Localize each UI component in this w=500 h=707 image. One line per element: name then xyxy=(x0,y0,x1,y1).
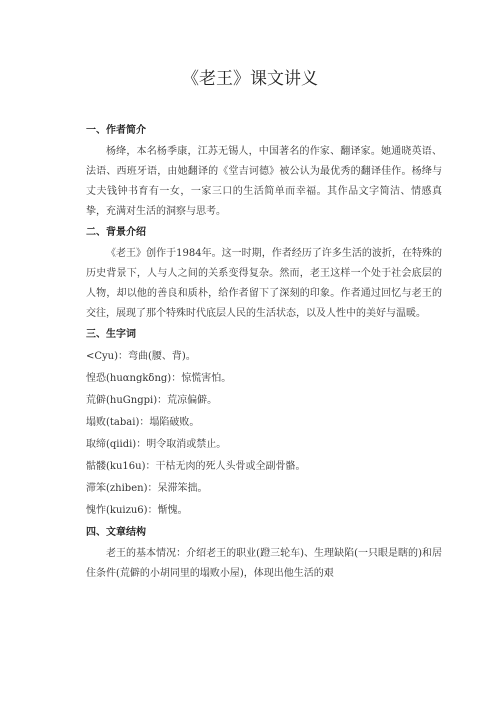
section-structure xyxy=(86,522,442,584)
vocab-item: 取缔(qiidi)：明令取消或禁止。 xyxy=(86,439,227,450)
vocab-item: 塌败(tabai)：塌陷破败。 xyxy=(86,417,200,428)
vocab-item: 滞笨(zhiben)：呆滞笨拙。 xyxy=(86,483,208,494)
vocab-item: 骷髅(ku16u)：干枯无肉的死人头骨或全副骨骼。 xyxy=(86,461,306,472)
section-vocabulary xyxy=(86,324,442,522)
vocab-item: 荒僻(huGngpi)：荒凉偏僻。 xyxy=(86,395,218,406)
vocab-item: 愧怍(kuizu6)：惭愧。 xyxy=(86,505,188,516)
section-heading: 二、背景介绍 xyxy=(86,227,146,238)
document-title: 《老王》课文讲义 xyxy=(182,69,318,89)
paragraph: 杨绛，本名杨季康，江苏无锡人，中国著名的作家、翻译家。她通晓英语、法语、西班牙语，由她翻译的《堂吉诃德》被公认为最优秀的翻译佳作。杨绛与丈夫钱钟书育有一女，一家三口的生活简单而幸福。其作品文字简洁、情感真挚，充满对生活的洞察与思考。 xyxy=(86,146,442,217)
vocab-item: 惶恐(huαngkδng)：惊慌害怕。 xyxy=(86,373,232,384)
section-author xyxy=(86,120,442,222)
section-heading: 三、生字词 xyxy=(86,329,136,340)
section-background xyxy=(86,222,442,324)
section-heading: 一、作者简介 xyxy=(86,125,146,136)
section-heading: 四、文章结构 xyxy=(86,527,146,538)
paragraph: 老王的基本情况：介绍老王的职业(蹬三轮车)、生理缺陷(一只眼是瞎的)和居住条件(荒僻的小胡同里的塌败小屋)，体现出他生活的艰 xyxy=(86,548,442,579)
vocab-item: <Cyu)：弯曲(腰、背)。 xyxy=(86,351,196,362)
paragraph: 《老王》创作于1984年。这一时期，作者经历了许多生活的波折，在特殊的历史背景下，人与人之间的关系变得复杂。然而，老王这样一个处于社会底层的人物，却以他的善良和质朴，给作者留下了深刻的印象。作者通过回忆与老王的交往，展现了那个特殊时代底层人民的生活状态，以及人性中的美好与温暖。 xyxy=(86,248,442,319)
document-body xyxy=(86,120,442,584)
